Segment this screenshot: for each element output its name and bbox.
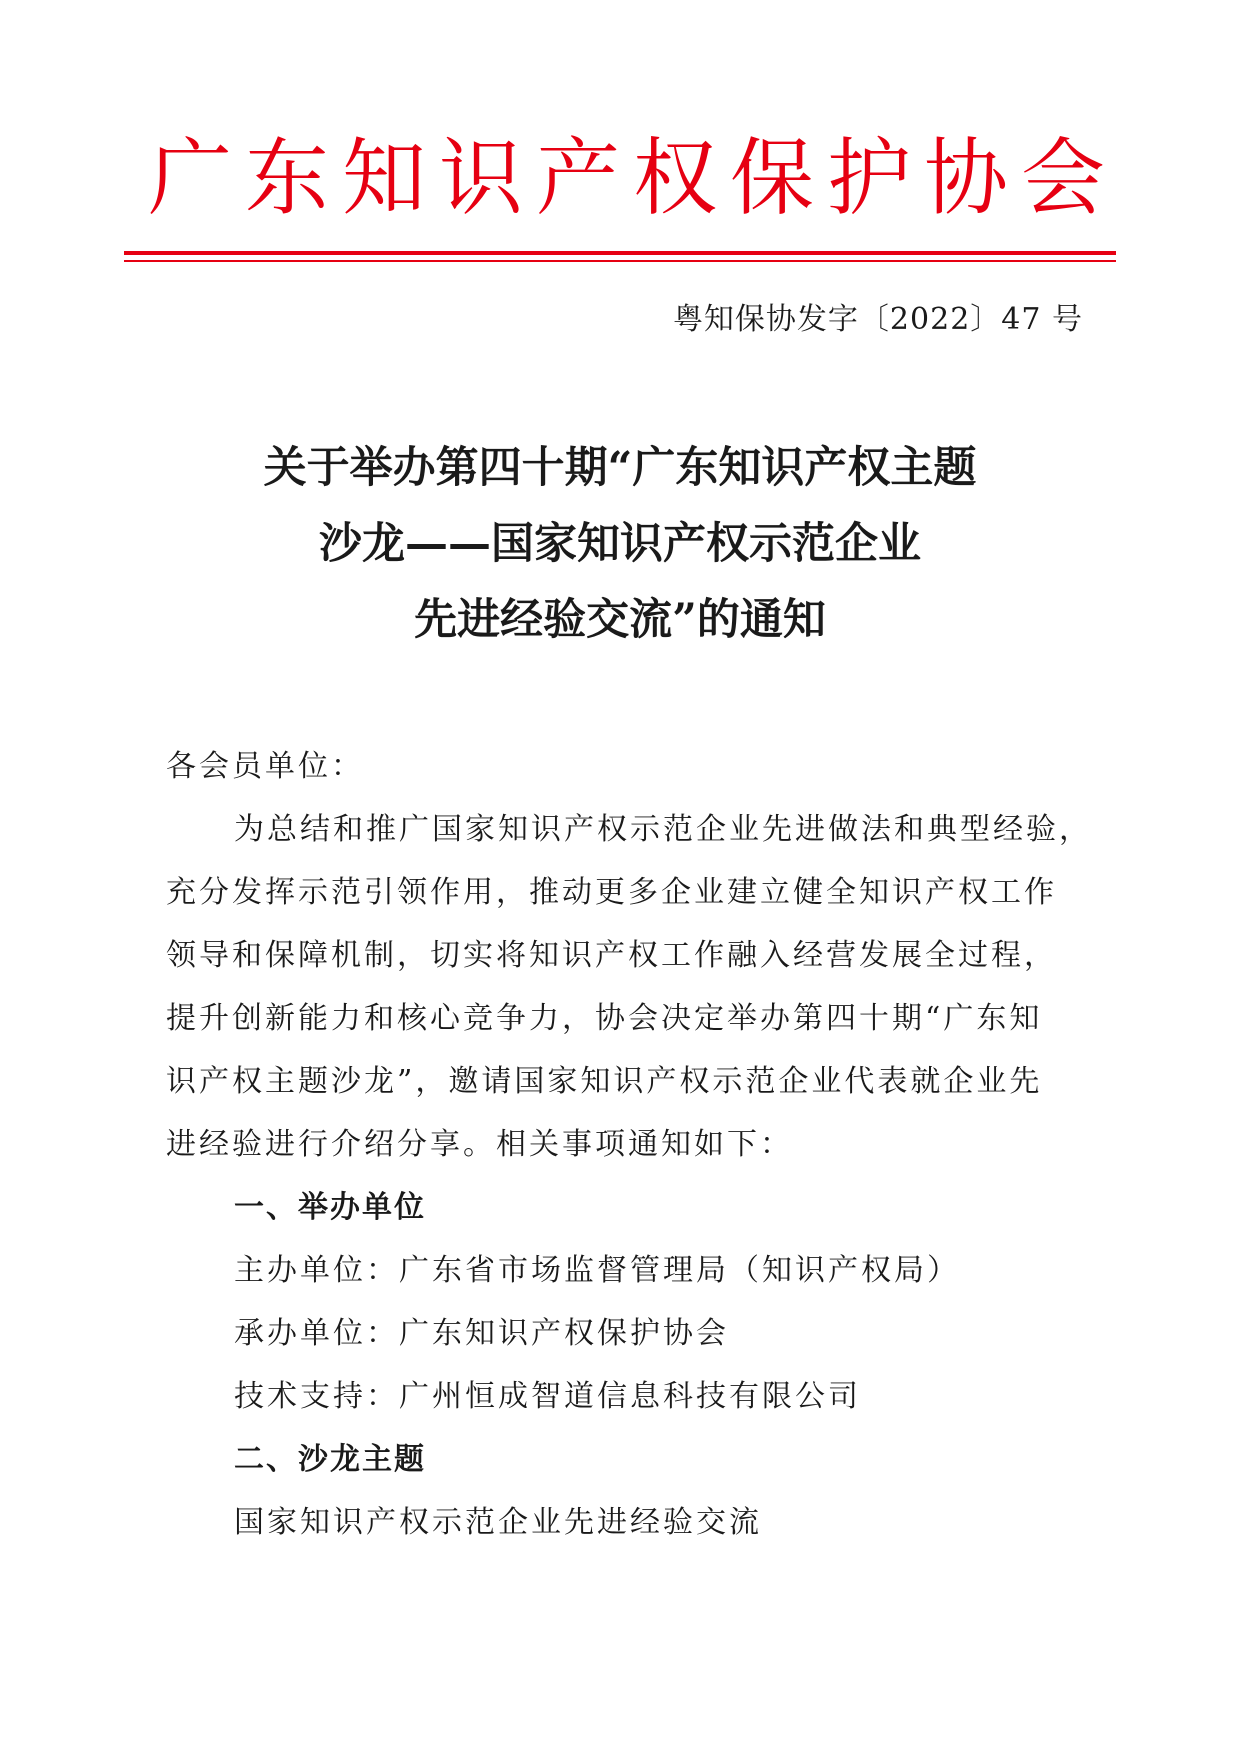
title-line-3: 先进经验交流”的通知: [414, 595, 826, 645]
section-2-heading: 二、沙龙主题: [234, 1442, 426, 1477]
intro-line: 识产权主题沙龙”，邀请国家知识产权示范企业代表就企业先: [166, 1064, 1043, 1099]
intro-line: 为总结和推广国家知识产权示范企业先进做法和典型经验，: [234, 812, 1092, 847]
organization-header: 广东知识产权保护协会: [147, 129, 1118, 227]
intro-line: 充分发挥示范引领作用，推动更多企业建立健全知识产权工作: [166, 875, 1057, 910]
intro-line: 进经验进行介绍分享。相关事项通知如下：: [166, 1127, 793, 1162]
document-number: 粤知保协发字〔2022〕47 号: [672, 302, 1083, 337]
title-line-2: 沙龙——国家知识产权示范企业: [319, 519, 921, 569]
intro-line: 领导和保障机制，切实将知识产权工作融入经营发展全过程，: [166, 938, 1057, 973]
document-title: [0, 430, 1240, 658]
organizer-unit: 承办单位：广东知识产权保护协会: [234, 1316, 729, 1351]
intro-line: 提升创新能力和核心竞争力，协会决定举办第四十期“广东知: [166, 1001, 1043, 1036]
salutation: 各会员单位：: [166, 749, 364, 784]
title-line-1: 关于举办第四十期“广东知识产权主题: [263, 443, 977, 493]
header-rule-thin: [124, 260, 1116, 262]
section-1-heading: 一、举办单位: [234, 1190, 426, 1225]
tech-support: 技术支持：广州恒成智道信息科技有限公司: [234, 1379, 861, 1414]
header-rule-thick: [124, 251, 1116, 255]
host-unit: 主办单位：广东省市场监督管理局（知识产权局）: [234, 1253, 960, 1288]
document-body: [166, 735, 1092, 1554]
salon-topic: 国家知识产权示范企业先进经验交流: [234, 1505, 762, 1540]
